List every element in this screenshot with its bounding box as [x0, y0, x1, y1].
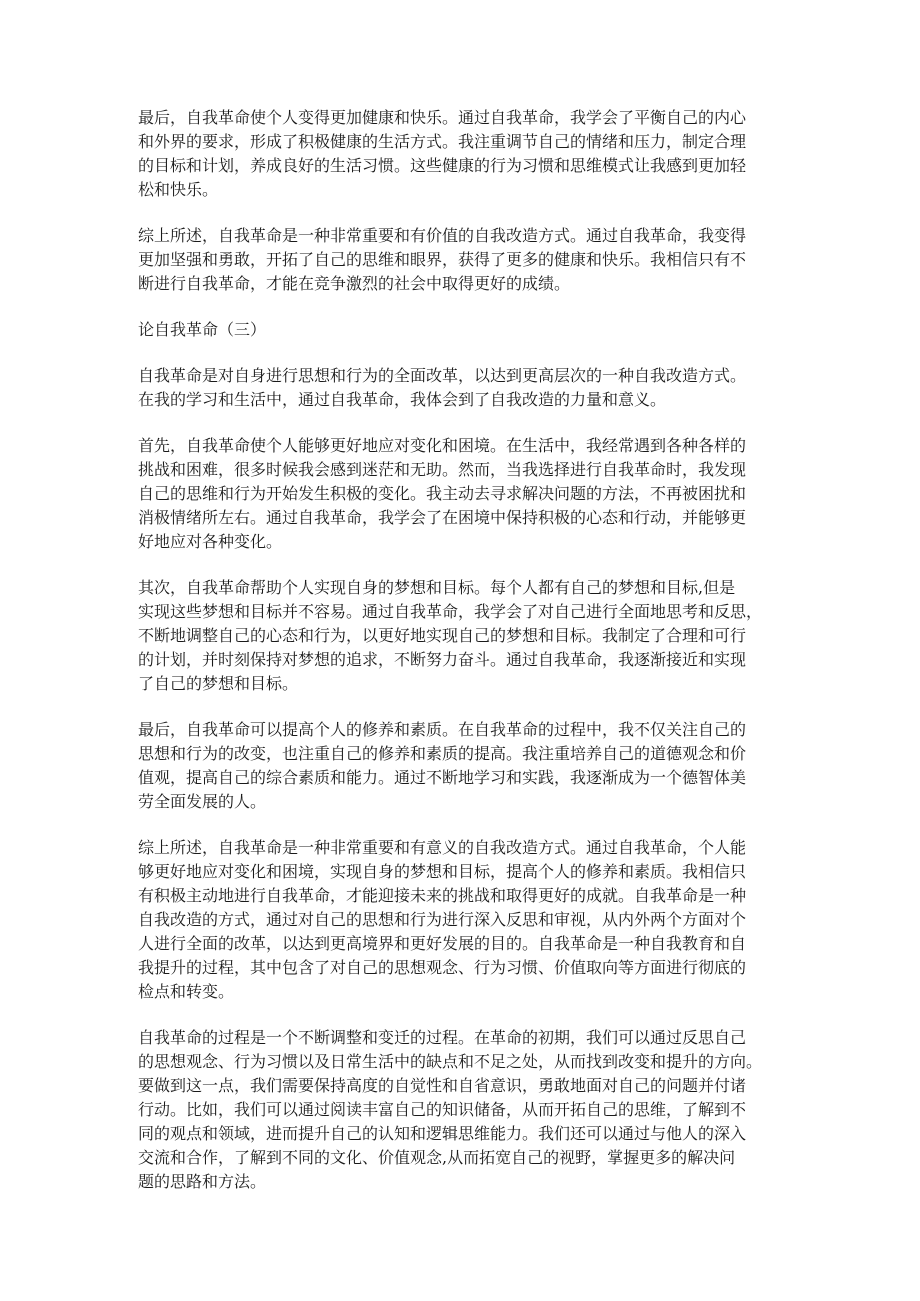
paragraph-conclusion-health: 最后，自我革命使个人变得更加健康和快乐。通过自我革命，我学会了平衡自己的内心 和外界的要求，形成了积极健康的生活方式。我注重调节自己的情绪和压力，制定合理 的目标和计划，养成良好的生活习惯。这些健康的行为习惯和思维模式让我感到更加轻 松和快乐。	[138, 108, 747, 199]
paragraph-summary-value: 综上所述，自我革命是一种非常重要和有价值的自我改造方式。通过自我革命，我变得 更加坚强和勇敢，开拓了自己的思维和眼界，获得了更多的健康和快乐。我相信只有不 断进行自我革命，才能在竞争激烈的社会中取得更好的成绩。	[138, 226, 747, 293]
paragraph-third-point: 最后，自我革命可以提高个人的修养和素质。在自我革命的过程中，我不仅关注自己的 思想和行为的改变，也注重自己的修养和素质的提高。我注重培养自己的道德观念和价 值观，提高自己的综合素质和能力。通过不断地学习和实践，我逐渐成为一个德智体美 劳全面发展的人。	[138, 720, 747, 811]
paragraph-intro: 自我革命是对自身进行思想和行为的全面改革，以达到更高层次的一种自我改造方式。 在我的学习和生活中，通过自我革命，我体会到了自我改造的力量和意义。	[138, 366, 747, 409]
section-title: 论自我革命（三）	[138, 320, 267, 339]
paragraph-summary-meaning: 综上所述，自我革命是一种非常重要和有意义的自我改造方式。通过自我革命，个人能 够更好地应对变化和困境，实现自身的梦想和目标，提高个人的修养和素质。我相信只 有积极主动地进行自我革命，才能迎接未来的挑战和取得更好的成就。自我革命是一种 自我改造的方式，通过对自己的思想和行为进行深入反思和审视，从内外两个方面对个 人进行全面的改革，以达到更高境界和更好发展的目的。自我革命是一种自我教育和自 我提升的过程，其中包含了对自己的思想观念、行为习惯、价值取向等方面进行彻底的 检点和转变。	[138, 838, 747, 1001]
paragraph-process: 自我革命的过程是一个不断调整和变迁的过程。在革命的初期，我们可以通过反思自己 的思想观念、行为习惯以及日常生活中的缺点和不足之处，从而找到改变和提升的方向。 要做到这一点，我们需要保持高度的自觉性和自省意识，勇敢地面对自己的问题并付诸 行动。比如，我们可以通过阅读丰富自己的知识储备，从而开拓自己的思维，了解到不 同的观点和领域，进而提升自己的认知和逻辑思维能力。我们还可以通过与他人的深入 交流和合作，了解到不同的文化、价值观念,从而拓宽自己的视野，掌握更多的解决问 题的思路和方法。	[138, 1028, 763, 1191]
document-body	[138, 106, 790, 1216]
paragraph-first-point: 首先，自我革命使个人能够更好地应对变化和困境。在生活中，我经常遇到各种各样的 挑战和困难，很多时候我会感到迷茫和无助。然而，当我选择进行自我革命时，我发现 自己的思维和行为开始发生积极的变化。我主动去寻求解决问题的方法，不再被困扰和 消极情绪所左右。通过自我革命，我学会了在困境中保持积极的心态和行动，并能够更 好地应对各种变化。	[138, 436, 747, 551]
paragraph-second-point: 其次，自我革命帮助个人实现自身的梦想和目标。每个人都有自己的梦想和目标,但是 实现这些梦想和目标并不容易。通过自我革命，我学会了对自己进行全面地思考和反思， 不断地调整自己的心态和行为，以更好地实现自己的梦想和目标。我制定了合理和可行 的计划，并时刻保持对梦想的追求，不断努力奋斗。通过自我革命，我逐渐接近和实现 了自己的梦想和目标。	[138, 578, 763, 693]
